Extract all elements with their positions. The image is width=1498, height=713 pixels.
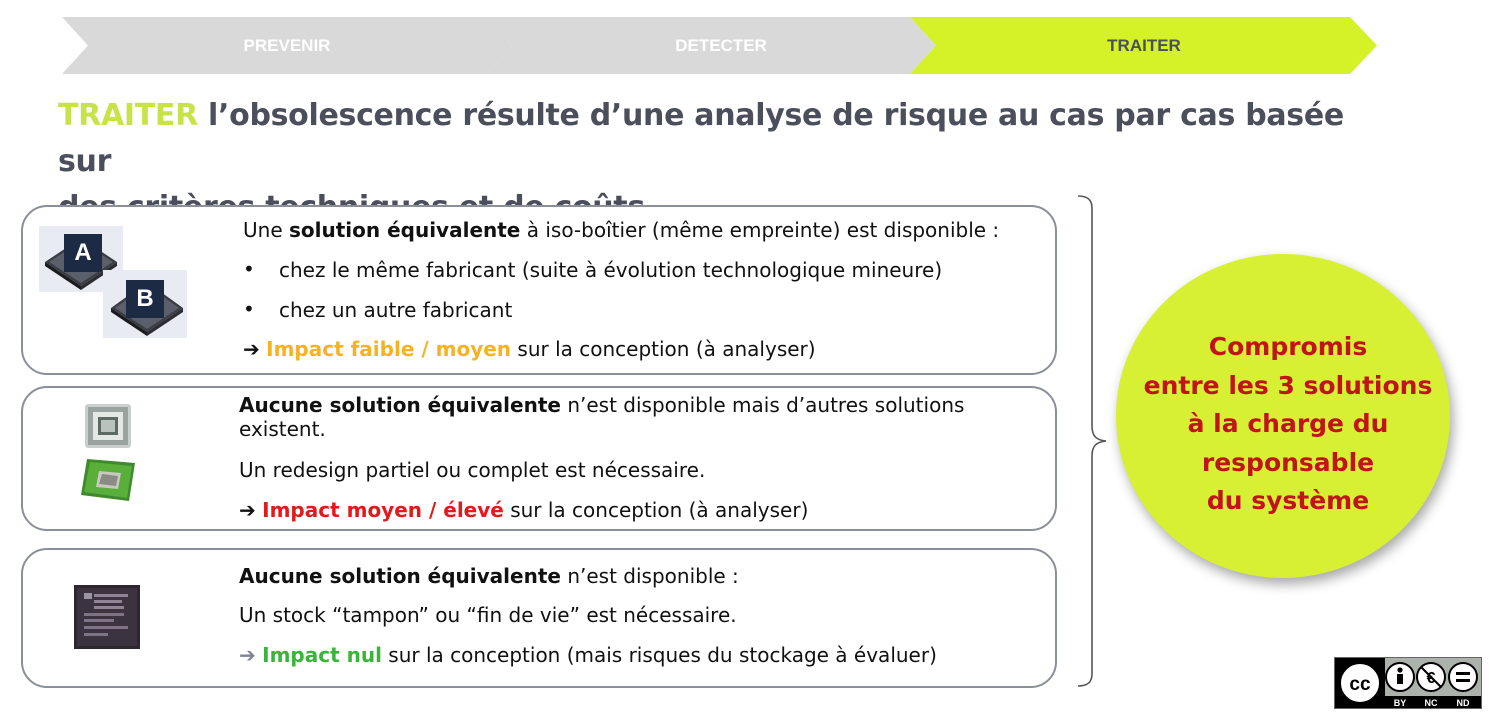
card1-bullet-1: chez le même fabricant (suite à évolution technologique mineure) [279,258,943,282]
cc-by-label: BY [1393,698,1407,708]
chip-label-b: B [126,280,164,318]
step-label: PREVENIR [243,36,331,55]
title-highlight: TRAITER [58,98,198,133]
cc-license-badge [1334,657,1482,709]
chip-label-a: A [64,234,102,272]
title-line1: l’obsolescence résulte d’une analyse de risque au cas par cas basée sur [58,98,1344,179]
processor-green-icon [79,455,137,503]
card2-line: Un redesign partiel ou complet est nécessaire. [239,458,706,482]
card1-intro-bold: solution équivalente [288,218,521,242]
processor-socket-icon [85,404,131,448]
conclusion-line: Compromis [1208,332,1368,361]
bullet-icon: • [243,257,255,281]
card2-intro [239,393,964,441]
step-traiter [910,17,1378,74]
step-label: TRAITER [1107,36,1181,55]
cc-nc-label: NC [1424,698,1438,708]
cc-nd-label: ND [1456,698,1470,708]
conclusion-line: responsable [1201,447,1375,477]
card1-intro-post: à iso-boîtier (même empreinte) est disponible : [520,218,1000,242]
svg-text:€: € [1426,670,1436,687]
card3-intro [239,563,739,589]
step-prevenir [62,17,512,74]
impact-label: Impact nul [262,643,382,667]
card1-intro-pre: Une [243,218,289,242]
step-label: DETECTER [675,36,767,55]
card3-intro-bold: Aucune solution équivalente [239,564,561,588]
cc-license-icon [1335,658,1481,708]
card3-line: Un stock “tampon” ou “fin de vie” est nécessaire. [239,603,737,627]
card3-impact-line [239,642,937,668]
card1-bullet-2: chez un autre fabricant [279,298,513,322]
right-brace [1074,194,1114,690]
arrow-right-icon: ➔ [239,498,256,522]
amd-chip-icon [74,585,140,649]
card2-impact-line [239,497,808,523]
card1-impact-line [243,336,816,362]
conclusion-text [1116,328,1460,521]
bullet-icon: • [243,297,255,321]
conclusion-line: du système [1206,486,1370,515]
conclusion-line: à la charge du [1187,409,1389,438]
arrow-right-icon: ➔ [243,337,260,361]
card3-intro-post: n’est disponible : [560,564,739,588]
cc-mark: cc [1349,674,1371,695]
conclusion-line: entre les 3 solutions [1143,370,1433,400]
impact-suffix: sur la conception (à analyser) [503,498,809,522]
impact-suffix: sur la conception (à analyser) [511,337,816,361]
card1-intro [243,217,999,243]
card2-intro-line2: existent. [239,417,326,441]
impact-label: Impact faible / moyen [266,337,512,361]
impact-label: Impact moyen / élevé [262,498,504,522]
impact-suffix: sur la conception (mais risques du stockage à évaluer) [381,643,937,667]
card2-intro-post: n’est disponible mais d’autres solutions [560,393,965,417]
step-detecter [486,17,936,74]
card2-intro-bold: Aucune solution équivalente [239,393,561,417]
arrow-right-icon: ➔ [239,643,256,667]
